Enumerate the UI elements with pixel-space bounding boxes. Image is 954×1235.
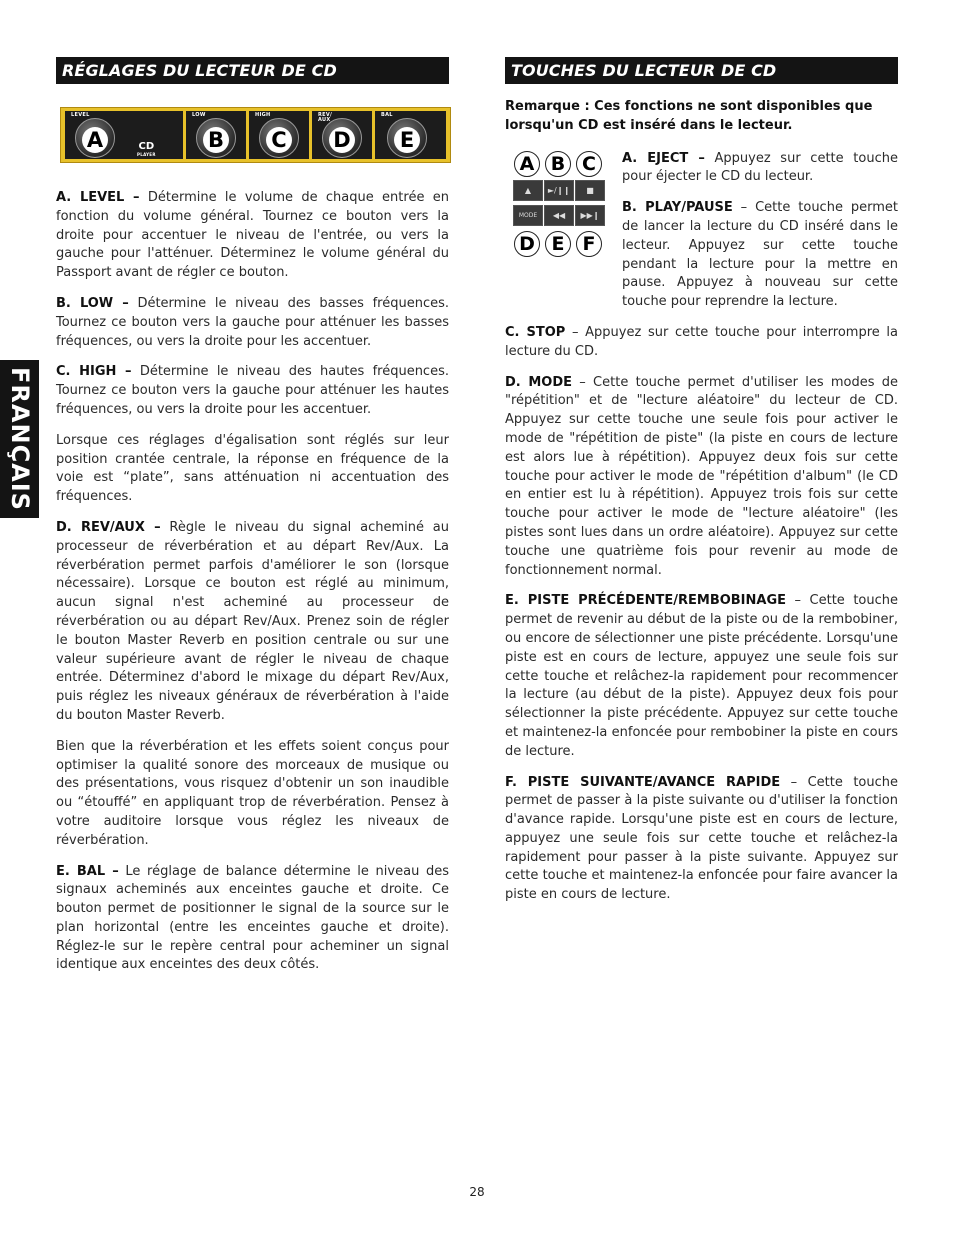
term-next: F. PISTE SUIVANTE/AVANCE RAPIDE bbox=[505, 774, 781, 790]
text-low: Détermine le niveau des basses fréquences. Tournez ce bouton vers la gauche pour atténuer les basses fréquences, ou vers la droite pour les accentuer. bbox=[56, 295, 449, 349]
knob-cell-bal bbox=[375, 111, 446, 159]
term-previous: E. PISTE PRÉCÉDENTE/REMBOBINAGE bbox=[505, 593, 787, 609]
knob-cell-low bbox=[186, 111, 246, 159]
paragraph-low bbox=[56, 295, 449, 351]
paragraph-eq-note bbox=[56, 432, 449, 507]
level-knob bbox=[75, 118, 115, 158]
note-cd-inserted: Remarque : Ces fonctions ne sont disponibles que lorsqu'un CD est inséré dans le lecteur. bbox=[505, 99, 873, 133]
knob-letter-a: A bbox=[82, 127, 108, 153]
knob-letter-b: B bbox=[203, 127, 229, 153]
mode-key: MODE bbox=[513, 205, 543, 226]
paragraph-high bbox=[56, 363, 449, 419]
cd-player-logo bbox=[137, 142, 156, 157]
knob-label-level: LEVEL bbox=[71, 112, 90, 118]
text-level: Détermine le volume de chaque entrée en fonction du volume général. Tournez ce bouton vers la droite pour accentuer le niveau de l'entrée, ou vers la gauche pour l'atténuer. Déterminez le volume général du Passport avant de régler ce bouton. bbox=[56, 190, 449, 281]
section-title-reglages: RÉGLAGES DU LECTEUR DE CD bbox=[56, 57, 449, 84]
knob-letter-d: D bbox=[329, 127, 355, 153]
stop-key-icon: ■ bbox=[575, 180, 605, 201]
term-high: C. HIGH – bbox=[56, 364, 132, 380]
term-play-pause: B. PLAY/PAUSE bbox=[622, 200, 733, 216]
rewind-key-icon: ◀◀ bbox=[544, 205, 574, 226]
cd-logo-text: CD bbox=[138, 141, 155, 152]
cd-knob-panel-illustration bbox=[60, 107, 451, 163]
paragraph-level bbox=[56, 189, 449, 283]
knob-label-rev-aux: REV/ AUX bbox=[318, 112, 333, 123]
text-bal: Le réglage de balance détermine le niveau des signaux acheminés aux enceintes gauche et droite. Ce bouton permet de positionner le signal de la source sur le plan horizontal (entre les enceintes gauche et droite). Réglez-le sur le repère central pour acheminer un signal identique aux enceintes des deux côtés. bbox=[56, 863, 449, 973]
paragraph-mode bbox=[505, 374, 898, 581]
text-eq-note: Lorsque ces réglages d'égalisation sont réglés sur leur position crantée centrale, la réponse en fréquence de la voie est “plate”, sans atténuation ni accentuation des fréquences. bbox=[56, 432, 449, 505]
paragraph-previous bbox=[505, 592, 898, 761]
knob-letter-c: C bbox=[266, 127, 292, 153]
paragraph-rev-aux bbox=[56, 519, 449, 726]
left-column bbox=[56, 57, 449, 987]
language-label: FRANÇAIS bbox=[5, 367, 34, 511]
button-letter-b: B bbox=[545, 151, 571, 177]
text-eject: Appuyez sur cette touche pour éjecter le CD du lecteur. bbox=[622, 150, 898, 185]
knob-cell-rev-aux bbox=[312, 111, 372, 159]
button-letter-e: E bbox=[545, 231, 571, 257]
knob-cell-level bbox=[65, 111, 183, 159]
high-knob bbox=[259, 118, 299, 158]
rev-aux-knob bbox=[322, 118, 362, 158]
right-column bbox=[505, 57, 898, 917]
low-knob bbox=[196, 118, 236, 158]
text-mode: – Cette touche permet d'utiliser les modes de "répétition" et de "lecture aléatoire" du lecteur de CD. Appuyez sur cette touche une seule fois pour activer le mode de "répétition de piste" (la piste en cours de lecture est alors lue à répétition). Appuyez deux fois sur cette touche pour activer le mode de "répétition d'album" (le CD en entier est lu à répétition). Appuyez trois fois sur cette touche pour activer le mode de "lecture aléatoire" (les pistes sont lues dans un ordre aléatoire). Appuyez sur cette touche une quatrième fois pour revenir au mode de fonctionnement normal. bbox=[505, 374, 899, 578]
eject-key-icon: ▲ bbox=[513, 180, 543, 201]
bal-knob bbox=[387, 118, 427, 158]
text-stop: – Appuyez sur cette touche pour interrompre la lecture du CD. bbox=[505, 324, 898, 359]
paragraph-next bbox=[505, 774, 898, 906]
knob-label-bal: BAL bbox=[381, 112, 393, 118]
button-letter-d: D bbox=[514, 231, 540, 257]
text-high: Détermine le niveau des hautes fréquences. Tournez ce bouton vers la gauche pour atténuer les hautes fréquences, ou vers la droite pour les accentuer. bbox=[56, 364, 449, 417]
term-level: A. LEVEL – bbox=[56, 190, 140, 205]
button-letter-f: F bbox=[576, 231, 602, 257]
knob-label-low: LOW bbox=[192, 112, 206, 118]
term-eject: A. EJECT – bbox=[622, 150, 705, 166]
term-stop: C. STOP bbox=[505, 324, 566, 340]
term-rev-aux: D. REV/AUX – bbox=[56, 519, 161, 535]
section-title-touches: TOUCHES DU LECTEUR DE CD bbox=[505, 57, 898, 84]
knob-label-high: HIGH bbox=[255, 112, 271, 118]
cd-logo-subtext: PLAYER bbox=[137, 152, 156, 157]
term-low: B. LOW – bbox=[56, 295, 129, 311]
term-mode: D. MODE bbox=[505, 374, 573, 390]
paragraph-bal bbox=[56, 863, 449, 976]
language-side-tab bbox=[0, 360, 39, 518]
text-play-pause: – Cette touche permet de lancer la lecture du CD inséré dans le lecteur. Appuyez sur cette touche pendant la lecture pour la mettre en pause. Appuyez à nouveau sur cette touche pour reprendre la lecture. bbox=[622, 200, 898, 310]
page-number: 28 bbox=[469, 1185, 485, 1199]
knob-letter-e: E bbox=[394, 127, 420, 153]
button-letter-c: C bbox=[576, 151, 602, 177]
paragraph-stop bbox=[505, 324, 898, 362]
term-bal: E. BAL – bbox=[56, 863, 119, 879]
text-rev-aux: Règle le niveau du signal acheminé au processeur de réverbération et au départ Rev/Aux. La réverbération permet parfois d'améliorer le son (lorsque nécessaire). Lorsque ce bouton est réglé au minimum, aucun signal n'est acheminé au processeur de réverbération ou au départ Rev/Aux. Prenez soin de régler le bouton Master Reverb en position centrale ou sur une valeur supérieure avant de régler le niveau de chaque entrée. Déterminez d'abord le mixage du départ Rev/Aux, puis réglez les niveaux généraux de réverbération à l'aide du bouton Master Reverb. bbox=[56, 519, 449, 723]
knob-cell-high bbox=[249, 111, 309, 159]
paragraph-reverb-note bbox=[56, 738, 449, 851]
forward-key-icon: ▶▶❙ bbox=[575, 205, 605, 226]
button-letter-a: A bbox=[514, 151, 540, 177]
cd-button-panel-illustration bbox=[512, 151, 604, 259]
text-previous: – Cette touche permet de revenir au début de la piste ou de la rembobiner, ou encore de sélectionner une piste précédente. Lorsqu'une piste est en cours de lecture, appuyez une seule fois sur cette touche et relâchez-la rapidement pour recommencer la lecture (au début de la piste). Appuyez deux fois pour sélectionner la piste précédente. Appuyez sur cette touche et maintenez-la enfoncée pour rembobiner la piste en cours de lecture. bbox=[505, 593, 898, 759]
play-pause-key-icon: ►/❙❙ bbox=[544, 180, 574, 201]
text-reverb-note: Bien que la réverbération et les effets soient conçus pour optimiser la qualité sonore des morceaux de musique ou des présentations, vous risquez d'obtenir un son inaudible ou “étouffé” en appliquant trop de réverbération. Pensez à votre auditoire lorsque vous réglez les niveaux de réverbération. bbox=[56, 738, 449, 848]
text-next: – Cette touche permet de passer à la piste suivante ou d'utiliser la fonction d'avance rapide. Lorsqu'une piste est en cours de lecture, appuyez une seule fois sur cette touche et relâchez-la rapidement pour passer à la piste suivante. Appuyez sur cette touche et maintenez-la enfoncée pour faire avancer la piste en cours de lecture. bbox=[505, 774, 898, 903]
